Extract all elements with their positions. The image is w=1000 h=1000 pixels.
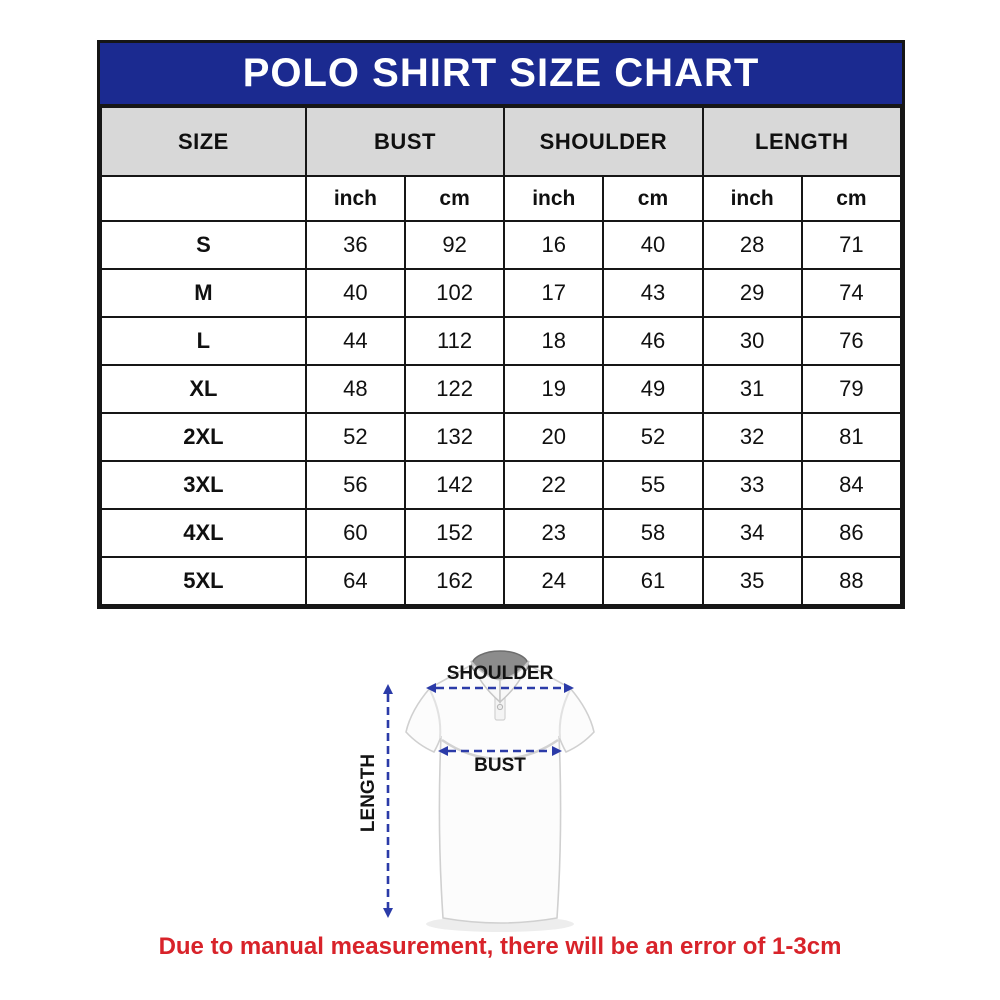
size-label: L <box>101 317 306 365</box>
table-row-xl <box>101 365 901 413</box>
unit-header-bust-inch: inch <box>306 176 405 221</box>
chart-title-bar <box>100 43 902 106</box>
cell-shoulder-inch: 18 <box>504 317 603 365</box>
cell-bust-inch: 48 <box>306 365 405 413</box>
cell-shoulder-cm: 43 <box>603 269 702 317</box>
column-header-size: SIZE <box>101 107 306 176</box>
cell-bust-inch: 44 <box>306 317 405 365</box>
unit-header-spacer <box>101 176 306 221</box>
cell-bust-cm: 112 <box>405 317 504 365</box>
cell-bust-cm: 122 <box>405 365 504 413</box>
cell-bust-inch: 60 <box>306 509 405 557</box>
cell-shoulder-cm: 40 <box>603 221 702 269</box>
column-header-length: LENGTH <box>703 107 901 176</box>
cell-length-cm: 86 <box>802 509 901 557</box>
column-header-bust: BUST <box>306 107 504 176</box>
size-label: 2XL <box>101 413 306 461</box>
size-label: S <box>101 221 306 269</box>
cell-length-cm: 74 <box>802 269 901 317</box>
unit-header-bust-cm: cm <box>405 176 504 221</box>
cell-bust-cm: 142 <box>405 461 504 509</box>
table-row-l <box>101 317 901 365</box>
table-row-5xl <box>101 557 901 605</box>
cell-length-inch: 35 <box>703 557 802 605</box>
unit-header-shoulder-cm: cm <box>603 176 702 221</box>
cell-shoulder-cm: 55 <box>603 461 702 509</box>
cell-length-inch: 28 <box>703 221 802 269</box>
cell-bust-inch: 56 <box>306 461 405 509</box>
cell-length-inch: 31 <box>703 365 802 413</box>
cell-shoulder-inch: 20 <box>504 413 603 461</box>
size-label: M <box>101 269 306 317</box>
table-row-m <box>101 269 901 317</box>
cell-bust-cm: 92 <box>405 221 504 269</box>
cell-length-inch: 29 <box>703 269 802 317</box>
cell-shoulder-inch: 23 <box>504 509 603 557</box>
table-row-4xl <box>101 509 901 557</box>
page-title: POLO SHIRT SIZE CHART <box>242 51 760 95</box>
table-row-2xl <box>101 413 901 461</box>
size-table <box>100 106 902 606</box>
cell-length-cm: 76 <box>802 317 901 365</box>
group-header-row <box>101 107 901 176</box>
table-row-3xl <box>101 461 901 509</box>
length-arrow <box>383 684 393 918</box>
length-measure-label: LENGTH <box>358 753 379 833</box>
cell-shoulder-inch: 22 <box>504 461 603 509</box>
cell-length-inch: 30 <box>703 317 802 365</box>
cell-shoulder-cm: 49 <box>603 365 702 413</box>
unit-header-shoulder-inch: inch <box>504 176 603 221</box>
size-label: 5XL <box>101 557 306 605</box>
cell-bust-cm: 162 <box>405 557 504 605</box>
size-label: XL <box>101 365 306 413</box>
size-chart-table-container <box>97 40 905 609</box>
cell-bust-inch: 36 <box>306 221 405 269</box>
unit-header-length-cm: cm <box>802 176 901 221</box>
button <box>497 704 502 709</box>
cell-length-cm: 88 <box>802 557 901 605</box>
cell-shoulder-inch: 16 <box>504 221 603 269</box>
cell-length-inch: 32 <box>703 413 802 461</box>
column-header-shoulder: SHOULDER <box>504 107 702 176</box>
cell-bust-inch: 52 <box>306 413 405 461</box>
shoulder-measure-label: SHOULDER <box>446 663 554 684</box>
unit-header-length-inch: inch <box>703 176 802 221</box>
cell-length-cm: 79 <box>802 365 901 413</box>
size-label: 3XL <box>101 461 306 509</box>
cell-bust-cm: 102 <box>405 269 504 317</box>
cell-shoulder-cm: 61 <box>603 557 702 605</box>
cell-bust-cm: 132 <box>405 413 504 461</box>
cell-bust-inch: 40 <box>306 269 405 317</box>
unit-header-row <box>101 176 901 221</box>
table-row-s <box>101 221 901 269</box>
cell-shoulder-cm: 46 <box>603 317 702 365</box>
size-label: 4XL <box>101 509 306 557</box>
measurement-diagram <box>330 628 690 960</box>
bust-measure-label: BUST <box>474 755 526 776</box>
cell-length-inch: 34 <box>703 509 802 557</box>
cell-shoulder-inch: 17 <box>504 269 603 317</box>
cell-bust-inch: 64 <box>306 557 405 605</box>
cell-shoulder-cm: 52 <box>603 413 702 461</box>
cell-shoulder-inch: 24 <box>504 557 603 605</box>
measurement-note: Due to manual measurement, there will be an error of 1-3cm <box>158 933 842 960</box>
cell-bust-cm: 152 <box>405 509 504 557</box>
cell-shoulder-cm: 58 <box>603 509 702 557</box>
cell-length-inch: 33 <box>703 461 802 509</box>
cell-length-cm: 81 <box>802 413 901 461</box>
cell-length-cm: 84 <box>802 461 901 509</box>
cell-shoulder-inch: 19 <box>504 365 603 413</box>
cell-length-cm: 71 <box>802 221 901 269</box>
